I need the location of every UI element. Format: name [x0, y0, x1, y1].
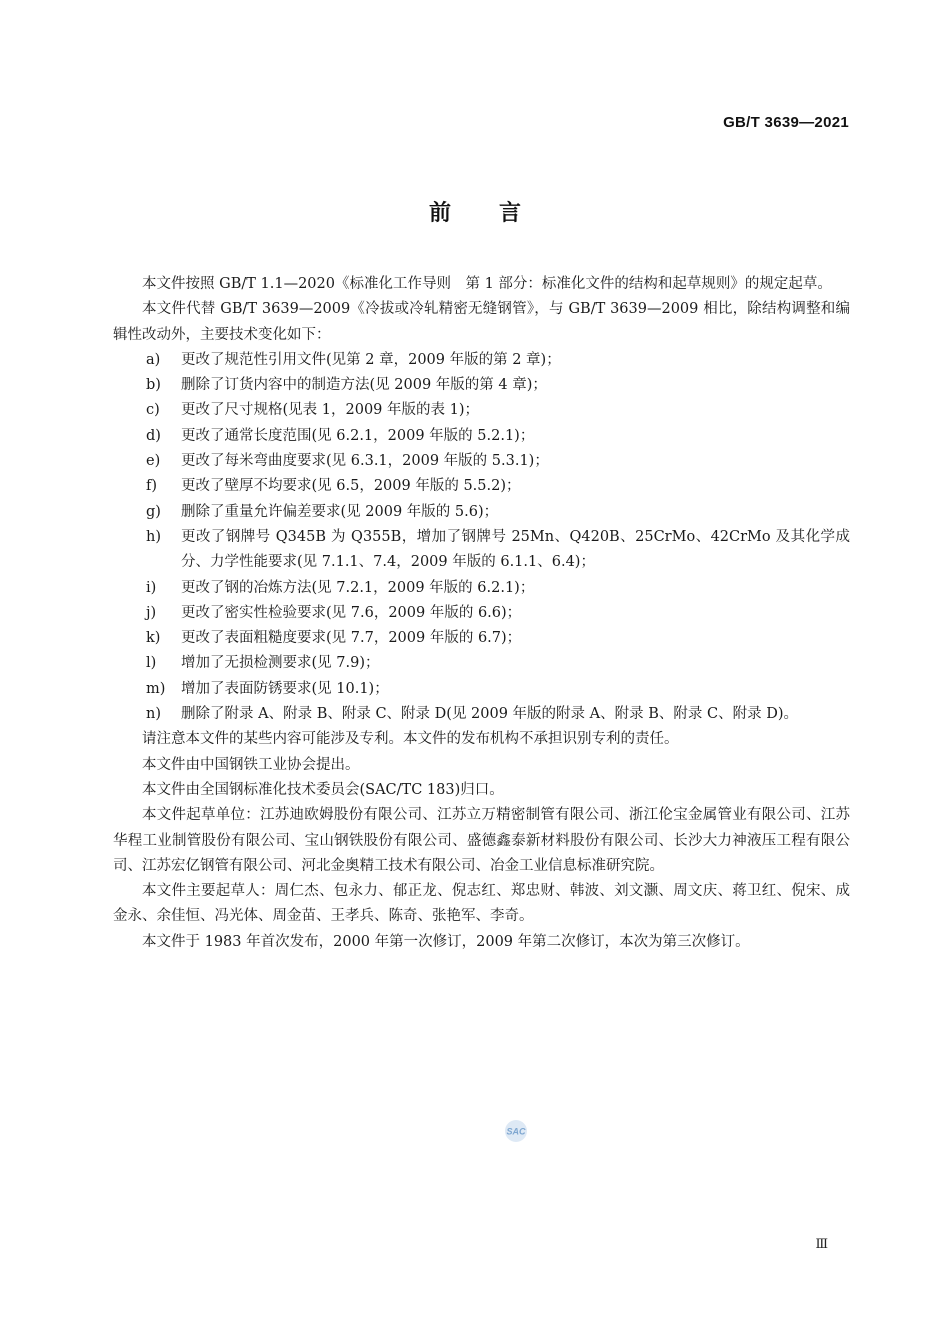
- list-item-text: 删除了附录 A、附录 B、附录 C、附录 D(见 2009 年版的附录 A、附录 B、附录 C、附录 D)。: [181, 706, 798, 723]
- list-item-label: f): [146, 478, 158, 495]
- list-item-label: a): [146, 351, 161, 368]
- list-item: [113, 449, 850, 474]
- intro-paragraph: 本文件代替 GB/T 3639—2009《冷拔或冷轧精密无缝钢管》，与 GB/T 3639—2009 相比，除结构调整和编辑性改动外，主要技术变化如下：: [113, 301, 850, 343]
- list-item: [113, 424, 850, 449]
- list-item-text: 更改了通常长度范围(见 6.2.1，2009 年版的 5.2.1)；: [181, 427, 535, 444]
- list-item-label: j): [146, 604, 157, 621]
- list-item-text: 删除了重量允许偏差要求(见 2009 年版的 5.6)；: [181, 503, 499, 520]
- list-item-text: 更改了每米弯曲度要求(见 6.3.1，2009 年版的 5.3.1)；: [181, 453, 549, 470]
- list-item-text: 增加了无损检测要求(见 7.9)；: [181, 655, 380, 672]
- list-item-text: 更改了密实性检验要求(见 7.6，2009 年版的 6.6)；: [181, 604, 522, 621]
- list-item-text: 更改了尺寸规格(见表 1，2009 年版的表 1)；: [181, 402, 479, 419]
- revision-history: 本文件于 1983 年首次发布，2000 年第一次修订，2009 年第二次修订，本次为第三次修订。: [142, 933, 750, 950]
- list-item-label: n): [146, 706, 161, 723]
- proposer-statement: 本文件由中国钢铁工业协会提出。: [142, 756, 360, 773]
- list-item-label: k): [146, 630, 161, 647]
- standard-number: GB/T 3639—2021: [723, 114, 849, 131]
- list-item-label: h): [146, 528, 161, 545]
- list-item-label: e): [146, 453, 161, 470]
- list-item: [113, 373, 850, 398]
- list-item: [113, 601, 850, 626]
- list-item: [113, 576, 850, 601]
- sac-logo-text: SAC: [506, 1126, 526, 1137]
- sac-watermark-logo: [503, 1119, 529, 1143]
- page-title: 前言: [428, 201, 569, 226]
- list-item-text: 删除了订货内容中的制造方法(见 2009 年版的第 4 章)；: [181, 377, 547, 394]
- list-item: [113, 525, 850, 576]
- patent-notice: 请注意本文件的某些内容可能涉及专利。本文件的发布机构不承担识别专利的责任。: [142, 731, 679, 748]
- list-item-text: 更改了表面粗糙度要求(见 7.7，2009 年版的 6.7)；: [181, 630, 522, 647]
- list-item-label: g): [146, 503, 161, 520]
- list-item-label: m): [146, 680, 166, 697]
- list-item-text: 更改了规范性引用文件(见第 2 章，2009 年版的第 2 章)；: [181, 351, 561, 368]
- drafting-units: 本文件起草单位：江苏迪欧姆股份有限公司、江苏立万精密制管有限公司、浙江伦宝金属管业有限公司、江苏华程工业制管股份有限公司、宝山钢铁股份有限公司、盛德鑫泰新材料股份有限公司、长沙大力神液压工程有限公司、江苏宏亿钢管有限公司、河北金奥精工技术有限公司、冶金工业信息标准研究院。: [113, 807, 850, 874]
- list-item-label: b): [146, 377, 161, 394]
- drafters: 本文件主要起草人：周仁杰、包永力、郁正龙、倪志红、郑忠财、韩波、刘文灏、周文庆、蒋卫红、倪宋、成金永、余佳恒、冯光体、周金苗、王孝兵、陈奇、张艳军、李奇。: [113, 883, 850, 925]
- list-item: [113, 651, 850, 676]
- list-item: [113, 348, 850, 373]
- list-item: [113, 702, 850, 727]
- changes-list: [113, 348, 850, 727]
- list-item-label: c): [146, 402, 160, 419]
- list-item-text: 更改了钢牌号 Q345B 为 Q355B，增加了钢牌号 25Mn、Q420B、25CrMo、42CrMo 及其化学成分、力学性能要求(见 7.1.1、7.4，2009 年版的 6.1.1、6.4)；: [181, 528, 850, 571]
- list-item: [113, 677, 850, 702]
- intro-paragraph: 本文件按照 GB/T 1.1—2020《标准化工作导则 第 1 部分：标准化文件的结构和起草规则》的规定起草。: [142, 276, 832, 292]
- list-item-label: i): [146, 579, 157, 596]
- list-item: [113, 398, 850, 423]
- list-item-label: d): [146, 427, 161, 444]
- list-item-text: 更改了钢的冶炼方法(见 7.2.1，2009 年版的 6.2.1)；: [181, 579, 535, 596]
- page-number: Ⅲ: [815, 1236, 828, 1251]
- list-item-text: 增加了表面防锈要求(见 10.1)；: [181, 680, 389, 697]
- list-item: [113, 474, 850, 499]
- list-item: [113, 500, 850, 525]
- committee-statement: 本文件由全国钢标准化技术委员会(SAC/TC 183)归口。: [142, 781, 504, 798]
- list-item-text: 更改了壁厚不均要求(见 6.5，2009 年版的 5.5.2)；: [181, 478, 521, 495]
- document-body: [113, 272, 850, 955]
- list-item: [113, 626, 850, 651]
- list-item-label: l): [146, 655, 157, 672]
